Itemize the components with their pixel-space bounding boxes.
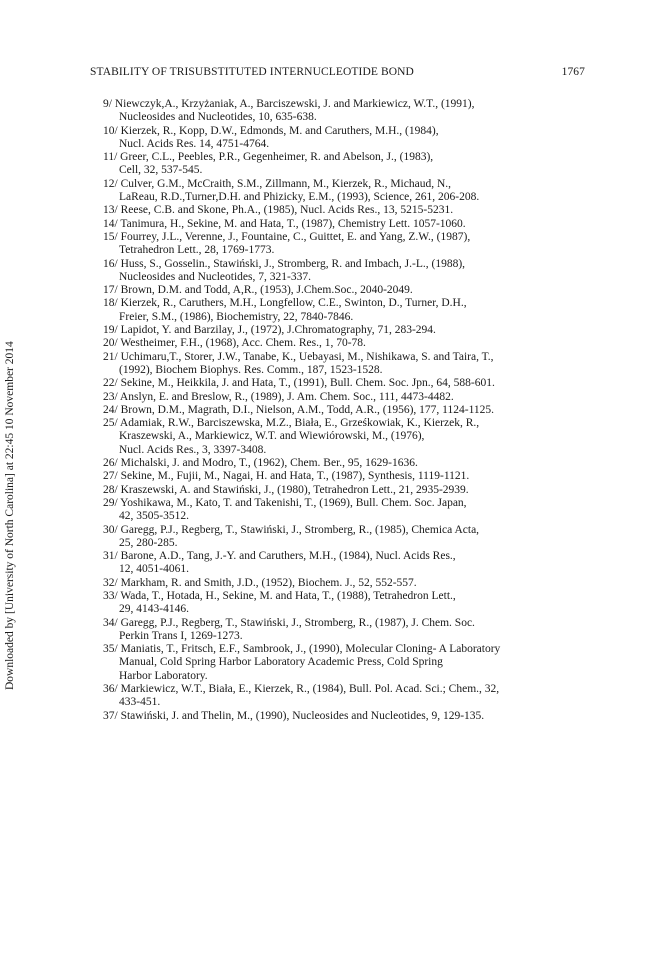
reference-line: 36/ Markiewicz, W.T., Biała, E., Kierzek, R., (1984), Bull. Pol. Acad. Sci.; Chem., 32, (103, 683, 500, 696)
reference-entry (103, 297, 573, 324)
reference-continuation-line: Manual, Cold Spring Harbor Laboratory Academic Press, Cold Spring (119, 656, 443, 669)
reference-list (103, 98, 573, 723)
reference-entry (103, 643, 573, 683)
reference-entry (103, 284, 573, 297)
reference-entry (103, 404, 573, 417)
reference-entry (103, 324, 573, 337)
reference-entry (103, 577, 573, 590)
reference-entry (103, 524, 573, 551)
reference-line: 37/ Stawiński, J. and Thelin, M., (1990), Nucleosides and Nucleotides, 9, 129-135. (103, 709, 485, 722)
page-number: 1767 (561, 66, 585, 78)
reference-line: 31/ Barone, A.D., Tang, J.-Y. and Caruthers, M.H., (1984), Nucl. Acids Res., (103, 550, 456, 563)
reference-entry (103, 484, 573, 497)
reference-entry (103, 125, 573, 152)
reference-continuation-line: Nucl. Acids Res., 3, 3397-3408. (119, 443, 267, 456)
reference-continuation-line: Freier, S.M., (1986), Biochemistry, 22, 7840-7846. (119, 310, 354, 323)
reference-line: 14/ Tanimura, H., Sekine, M. and Hata, T., (1987), Chemistry Lett. 1057-1060. (103, 217, 466, 230)
reference-continuation-line: Nucleosides and Nucleotides, 10, 635-638. (119, 111, 317, 124)
reference-line: 16/ Huss, S., Gosselin., Stawiński, J., Stromberg, R. and Imbach, J.-L., (1988), (103, 257, 466, 270)
reference-line: 26/ Michalski, J. and Modro, T., (1962), Chem. Ber., 95, 1629-1636. (103, 457, 418, 470)
reference-line: 34/ Garegg, P.J., Regberg, T., Stawiński, J., Stromberg, R., (1987), J. Chem. Soc. (103, 616, 475, 629)
reference-continuation-line: 12, 4051-4061. (119, 563, 189, 576)
reference-line: 13/ Reese, C.B. and Skone, Ph.A., (1985), Nucl. Acids Res., 13, 5215-5231. (103, 204, 454, 217)
running-header (90, 66, 585, 82)
reference-line: 17/ Brown, D.M. and Todd, A,R., (1953), J.Chem.Soc., 2040-2049. (103, 284, 413, 297)
reference-entry (103, 178, 573, 205)
reference-entry (103, 351, 573, 378)
reference-line: 30/ Garegg, P.J., Regberg, T., Stawiński, J., Stromberg, R., (1985), Chemica Acta, (103, 523, 480, 536)
reference-entry (103, 337, 573, 350)
reference-continuation-line: Cell, 32, 537-545. (119, 164, 203, 177)
reference-continuation-line: 25, 280-285. (119, 536, 178, 549)
download-watermark (2, 341, 22, 710)
reference-entry (103, 377, 573, 390)
reference-entry (103, 204, 573, 217)
reference-continuation-line: Nucl. Acids Res. 14, 4751-4764. (119, 137, 270, 150)
reference-line: 24/ Brown, D.M., Magrath, D.I., Nielson, A.M., Todd, A.R., (1956), 177, 1124-1125. (103, 403, 495, 416)
reference-line: 20/ Westheimer, F.H., (1968), Acc. Chem. Res., 1, 70-78. (103, 337, 366, 350)
reference-entry (103, 590, 573, 617)
reference-line: 23/ Anslyn, E. and Breslow, R., (1989), J. Am. Chem. Soc., 111, 4473-4482. (103, 390, 454, 403)
reference-continuation-line: Harbor Laboratory. (119, 669, 208, 682)
reference-line: 18/ Kierzek, R., Caruthers, M.H., Longfellow, C.E., Swinton, D., Turner, D.H., (103, 297, 467, 310)
reference-entry (103, 617, 573, 644)
reference-line: 28/ Kraszewski, A. and Stawiński, J., (1980), Tetrahedron Lett., 21, 2935-2939. (103, 483, 469, 496)
reference-line: 15/ Fourrey, J.L., Verenne, J., Fountaine, C., Guittet, E. and Yang, Z.W., (1987), (103, 230, 471, 243)
reference-entry (103, 218, 573, 231)
download-notice: Downloaded by [University of North Carolina] at 22:45 10 November 2014 (4, 341, 16, 690)
reference-continuation-line: (1992), Biochem Biophys. Res. Comm., 187, 1523-1528. (119, 363, 383, 376)
reference-line: 25/ Adamiak, R.W., Barciszewska, M.Z., Biała, E., Grześkowiak, K., Kierzek, R., (103, 417, 480, 430)
reference-line: 11/ Greer, C.L., Peebles, P.R., Gegenheimer, R. and Abelson, J., (1983), (103, 151, 434, 164)
reference-entry (103, 550, 573, 577)
reference-line: 12/ Culver, G.M., McCraith, S.M., Zillmann, M., Kierzek, R., Michaud, N., (103, 177, 452, 190)
reference-entry (103, 497, 573, 524)
reference-line: 32/ Markham, R. and Smith, J.D., (1952), Biochem. J., 52, 552-557. (103, 576, 417, 589)
reference-continuation-line: LaReau, R.D.,Turner,D.H. and Phizicky, E.M., (1993), Science, 261, 206-208. (119, 191, 480, 204)
reference-continuation-line: 29, 4143-4146. (119, 603, 189, 616)
reference-entry (103, 417, 573, 457)
reference-entry (103, 98, 573, 125)
reference-entry (103, 710, 573, 723)
reference-entry (103, 457, 573, 470)
reference-entry (103, 151, 573, 178)
reference-continuation-line: Perkin Trans I, 1269-1273. (119, 629, 243, 642)
reference-line: 33/ Wada, T., Hotada, H., Sekine, M. and Hata, T., (1988), Tetrahedron Lett., (103, 589, 456, 602)
reference-line: 35/ Maniatis, T., Fritsch, E.F., Sambrook, J., (1990), Molecular Cloning- A Laboratory (103, 643, 501, 656)
reference-line: 19/ Lapidot, Y. and Barzilay, J., (1972), J.Chromatography, 71, 283-294. (103, 324, 436, 337)
reference-continuation-line: Nucleosides and Nucleotides, 7, 321-337. (119, 270, 311, 283)
reference-entry (103, 683, 573, 710)
reference-continuation-line: Tetrahedron Lett., 28, 1769-1773. (119, 244, 275, 257)
reference-line: 10/ Kierzek, R., Kopp, D.W., Edmonds, M. and Caruthers, M.H., (1984), (103, 124, 439, 137)
running-title: STABILITY OF TRISUBSTITUTED INTERNUCLEOTIDE BOND (90, 66, 414, 78)
reference-continuation-line: Kraszewski, A., Markiewicz, W.T. and Wiewiórowski, M., (1976), (119, 430, 425, 443)
reference-entry (103, 231, 573, 258)
reference-continuation-line: 42, 3505-3512. (119, 510, 189, 523)
reference-line: 29/ Yoshikawa, M., Kato, T. and Takenishi, T., (1969), Bull. Chem. Soc. Japan, (103, 496, 467, 509)
reference-line: 22/ Sekine, M., Heikkila, J. and Hata, T., (1991), Bull. Chem. Soc. Jpn., 64, 588-601. (103, 377, 495, 390)
reference-line: 21/ Uchimaru,T., Storer, J.W., Tanabe, K., Uebayasi, M., Nishikawa, S. and Taira, T., (103, 350, 494, 363)
reference-continuation-line: 433-451. (119, 696, 161, 709)
reference-entry (103, 258, 573, 285)
reference-line: 27/ Sekine, M., Fujii, M., Nagai, H. and Hata, T., (1987), Synthesis, 1119-1121. (103, 470, 470, 483)
reference-entry (103, 391, 573, 404)
reference-line: 9/ Niewczyk,A., Krzyżaniak, A., Barciszewski, J. and Markiewicz, W.T., (1991), (103, 98, 475, 110)
reference-entry (103, 470, 573, 483)
